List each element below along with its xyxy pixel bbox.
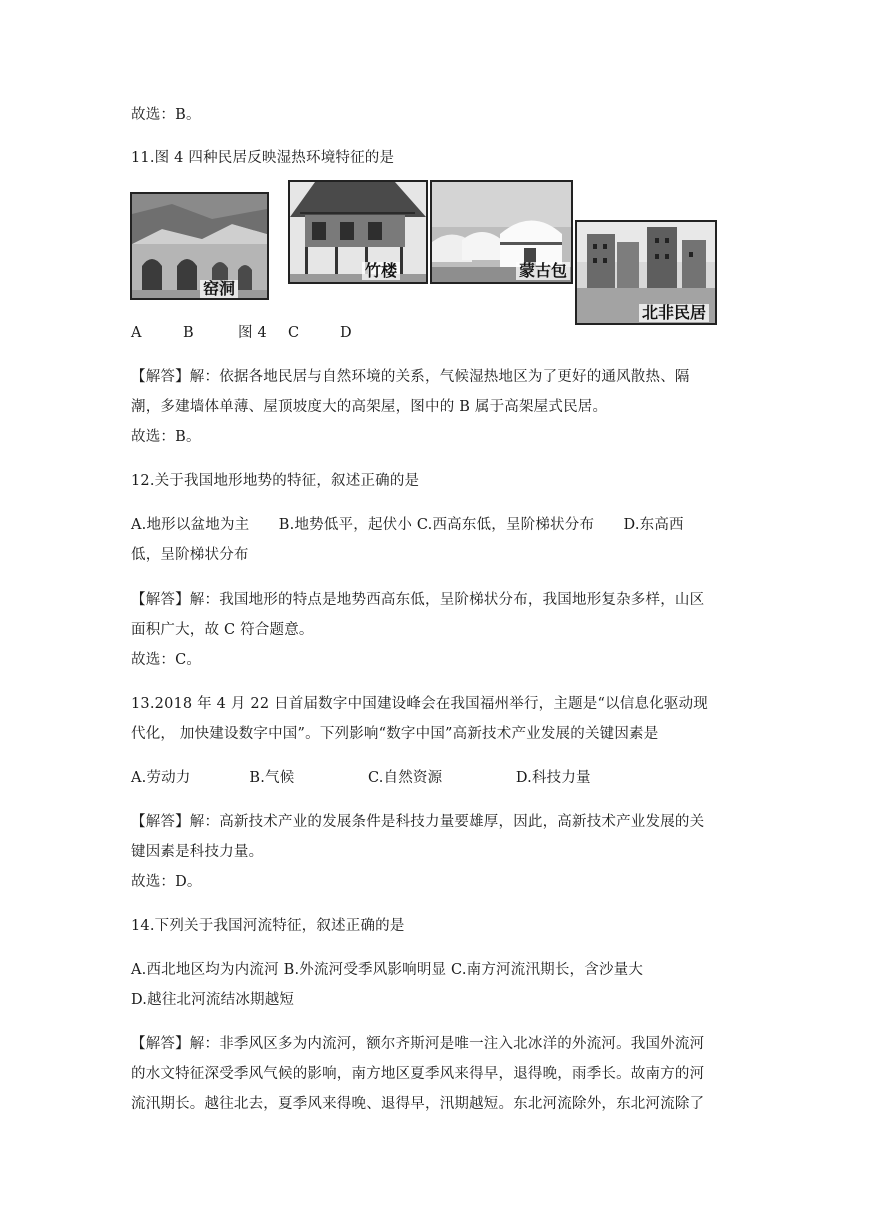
q14-stem: 14.下列关于我国河流特征，叙述正确的是 [131, 918, 405, 934]
q13-analysis-line-2: 键因素是科技力量。 [131, 844, 264, 860]
bamboo-house-photo [288, 180, 428, 284]
yurt-caption: 蒙古包 [516, 262, 570, 280]
figure-label-a: A [131, 325, 142, 341]
q14-analysis-line-3: 流汛期长。越往北去，夏季风来得晚、退得早，汛期越短。东北河流除外，东北河流除了 [131, 1096, 705, 1112]
bamboo-house-illustration [290, 182, 426, 282]
q13-options: A.劳动力 B.气候 C.自然资源 D.科技力量 [131, 770, 591, 786]
q11-stem: 11.图 4 四种民居反映湿热环境特征的是 [131, 150, 395, 166]
q12-options-line-2: 低，呈阶梯状分布 [131, 547, 249, 563]
bamboo-house-caption: 竹楼 [362, 262, 400, 280]
q12-analysis-line-1: 【解答】解：我国地形的特点是地势西高东低，呈阶梯状分布，我国地形复杂多样，山区 [131, 592, 705, 608]
q12-stem: 12.关于我国地形地势的特征，叙述正确的是 [131, 473, 420, 489]
q11-analysis-line-1: 【解答】解：依据各地民居与自然环境的关系，气候湿热地区为了更好的通风散热、隔 [131, 369, 690, 385]
q13-analysis-line-1: 【解答】解：高新技术产业的发展条件是科技力量要雄厚，因此，高新技术产业发展的关 [131, 814, 705, 830]
figure-label-b: B [183, 325, 194, 341]
q13-answer: 故选：D。 [131, 874, 202, 890]
figure-label-d: D [340, 325, 352, 341]
q14-analysis-line-1: 【解答】解：非季风区多为内流河，额尔齐斯河是唯一注入北冰洋的外流河。我国外流河 [131, 1036, 705, 1052]
q11-analysis-line-2: 潮，多建墙体单薄、屋顶坡度大的高架屋，图中的 B 属于高架屋式民居。 [131, 399, 608, 415]
q14-analysis-line-2: 的水文特征深受季风气候的影响，南方地区夏季风来得早，退得晚，雨季长。故南方的河 [131, 1066, 705, 1082]
q13-stem-line-1: 13.2018 年 4 月 22 日首届数字中国建设峰会在我国福州举行，主题是“以信息化驱动现 [131, 696, 708, 712]
yurt-photo [430, 180, 573, 284]
q14-options-line-2: D.越往北河流结冰期越短 [131, 992, 295, 1008]
q12-analysis-line-2: 面积广大，故 C 符合题意。 [131, 622, 314, 638]
prev-answer: 故选：B。 [131, 107, 201, 123]
q13-stem-line-2: 代化， 加快建设数字中国”。下列影响“数字中国”高新技术产业发展的关键因素是 [131, 726, 659, 742]
q14-options-line-1: A.西北地区均为内流河 B.外流河受季风影响明显 C.南方河流汛期长，含沙量大 [131, 962, 644, 978]
figure-label-c: C [288, 325, 300, 341]
figure-label-title: 图 4 [238, 325, 267, 341]
q12-answer: 故选：C。 [131, 652, 202, 668]
q12-options-line-1: A.地形以盆地为主 B.地势低平，起伏小 C.西高东低，呈阶梯状分布 D.东高西 [131, 517, 684, 533]
north-african-dwelling-caption: 北非民居 [639, 304, 709, 322]
north-african-dwelling-photo [575, 220, 717, 325]
cave-dwelling-caption: 窑洞 [200, 280, 238, 298]
q11-answer: 故选：B。 [131, 429, 201, 445]
cave-dwelling-photo [130, 192, 269, 300]
